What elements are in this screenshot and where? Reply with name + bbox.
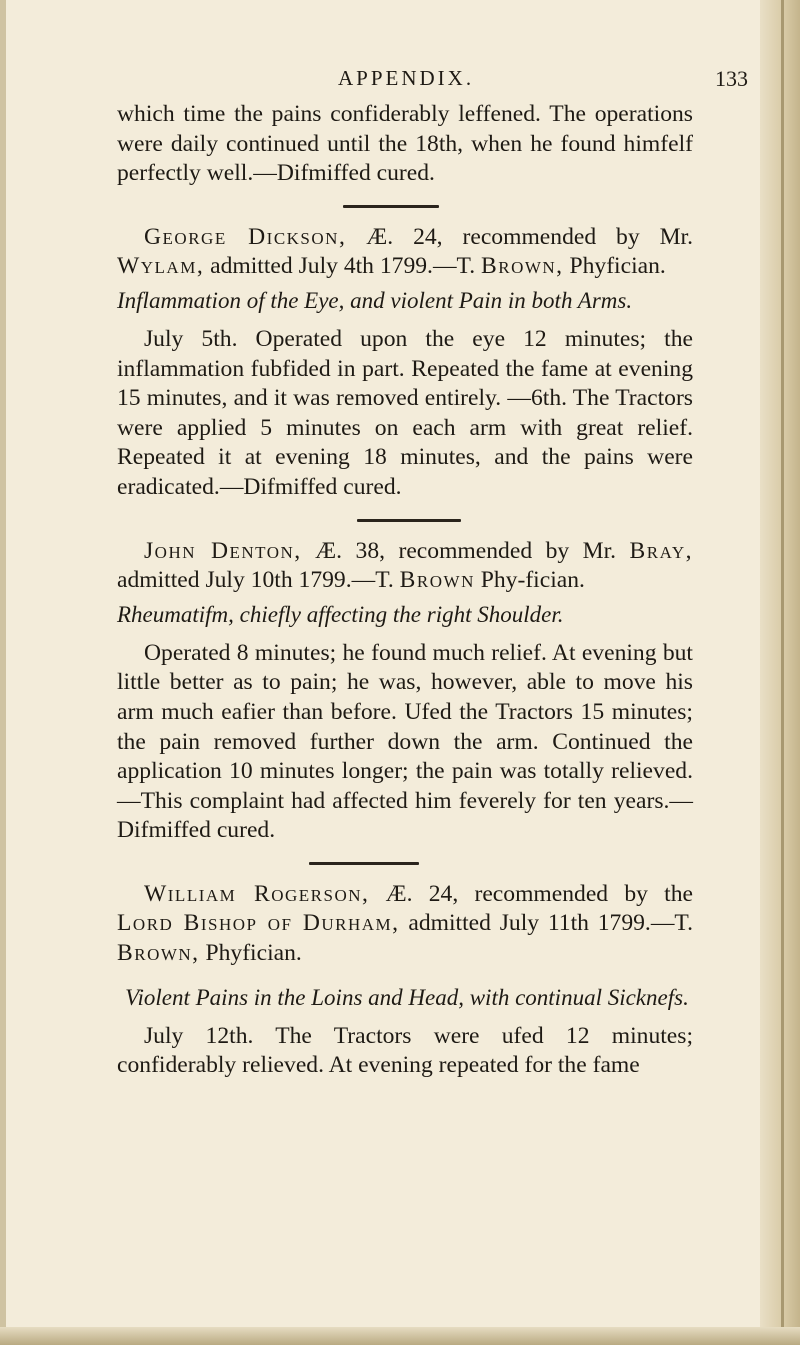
patient-name: William Rogerson,: [144, 880, 370, 907]
case-heading: Rheumatifm, chiefly affecting the right Shoulder.: [117, 601, 564, 627]
page-bottom-edge: [0, 1327, 800, 1345]
separator: [117, 503, 693, 537]
case-body: July 12th. The Tractors were ufed 12 minutes; confiderably relieved. At evening repeated for the fame: [117, 1022, 693, 1079]
recommender-name: Wylam,: [117, 253, 205, 280]
patient-name: John Denton,: [144, 537, 302, 564]
case-intro: George Dickson, Æ. 24, recommended by Mr. Wylam, admitted July 4th 1799.—T. Brown, Phyfician.: [117, 223, 694, 280]
separator: [117, 189, 693, 223]
physician-name: Brown,: [481, 253, 564, 280]
page-edge: [760, 0, 800, 1345]
page-body: [117, 100, 693, 1081]
case-denton: [117, 537, 693, 846]
page-left-border: [0, 0, 6, 1345]
case-intro: William Rogerson, Æ. 24, recommended by the Lord Bishop of Durham, admitted July 11th 1799.—T. Brown, Phyfician.: [117, 880, 693, 967]
case-rogerson: [117, 880, 693, 1081]
case-dickson: [117, 223, 693, 503]
page-header: [0, 66, 800, 96]
binding-spine: [781, 0, 784, 1345]
case-body: Operated 8 minutes; he found much relief. At evening but little better as to pain; he was, however, able to move his arm much eafier than before. Ufed the Tractors 15 minutes; the pain removed further down the arm. Continued the application 10 minutes longer; the pain was totally relieved.—This complaint had affected him feverely for ten years.—Difmiffed cured.: [117, 639, 693, 844]
case-intro: John Denton, Æ. 38, recommended by Mr. Bray, admitted July 10th 1799.—T. Brown Phy-fician.: [117, 537, 693, 594]
physician-name: Brown,: [117, 940, 200, 967]
case-heading: Violent Pains in the Loins and Head, with continual Sicknefs.: [125, 984, 689, 1010]
patient-name: George Dickson,: [144, 223, 347, 250]
recommender-name: Bray,: [629, 537, 693, 564]
intro-paragraph: which time the pains confiderably leffened. The operations were daily continued until the 18th, when he found himfelf perfectly well.—Difmiffed cured.: [117, 101, 693, 187]
separator: [117, 846, 693, 880]
case-body: July 5th. Operated upon the eye 12 minutes; the inflammation fubfided in part. Repeated the fame at evening 15 minutes, and it was removed entirely. —6th. The Tractors were applied 5 minutes on each arm with great relief. Repeated it at evening 18 minutes, and the pains were eradicated.—Difmiffed cured.: [117, 325, 693, 500]
page-number: 133: [715, 66, 748, 91]
physician-name: Brown: [399, 567, 475, 594]
running-title: APPENDIX.: [338, 66, 475, 90]
recommender-name: Lord Bishop of Durham,: [117, 910, 400, 937]
case-heading: Inflammation of the Eye, and violent Pain in both Arms.: [117, 287, 633, 313]
